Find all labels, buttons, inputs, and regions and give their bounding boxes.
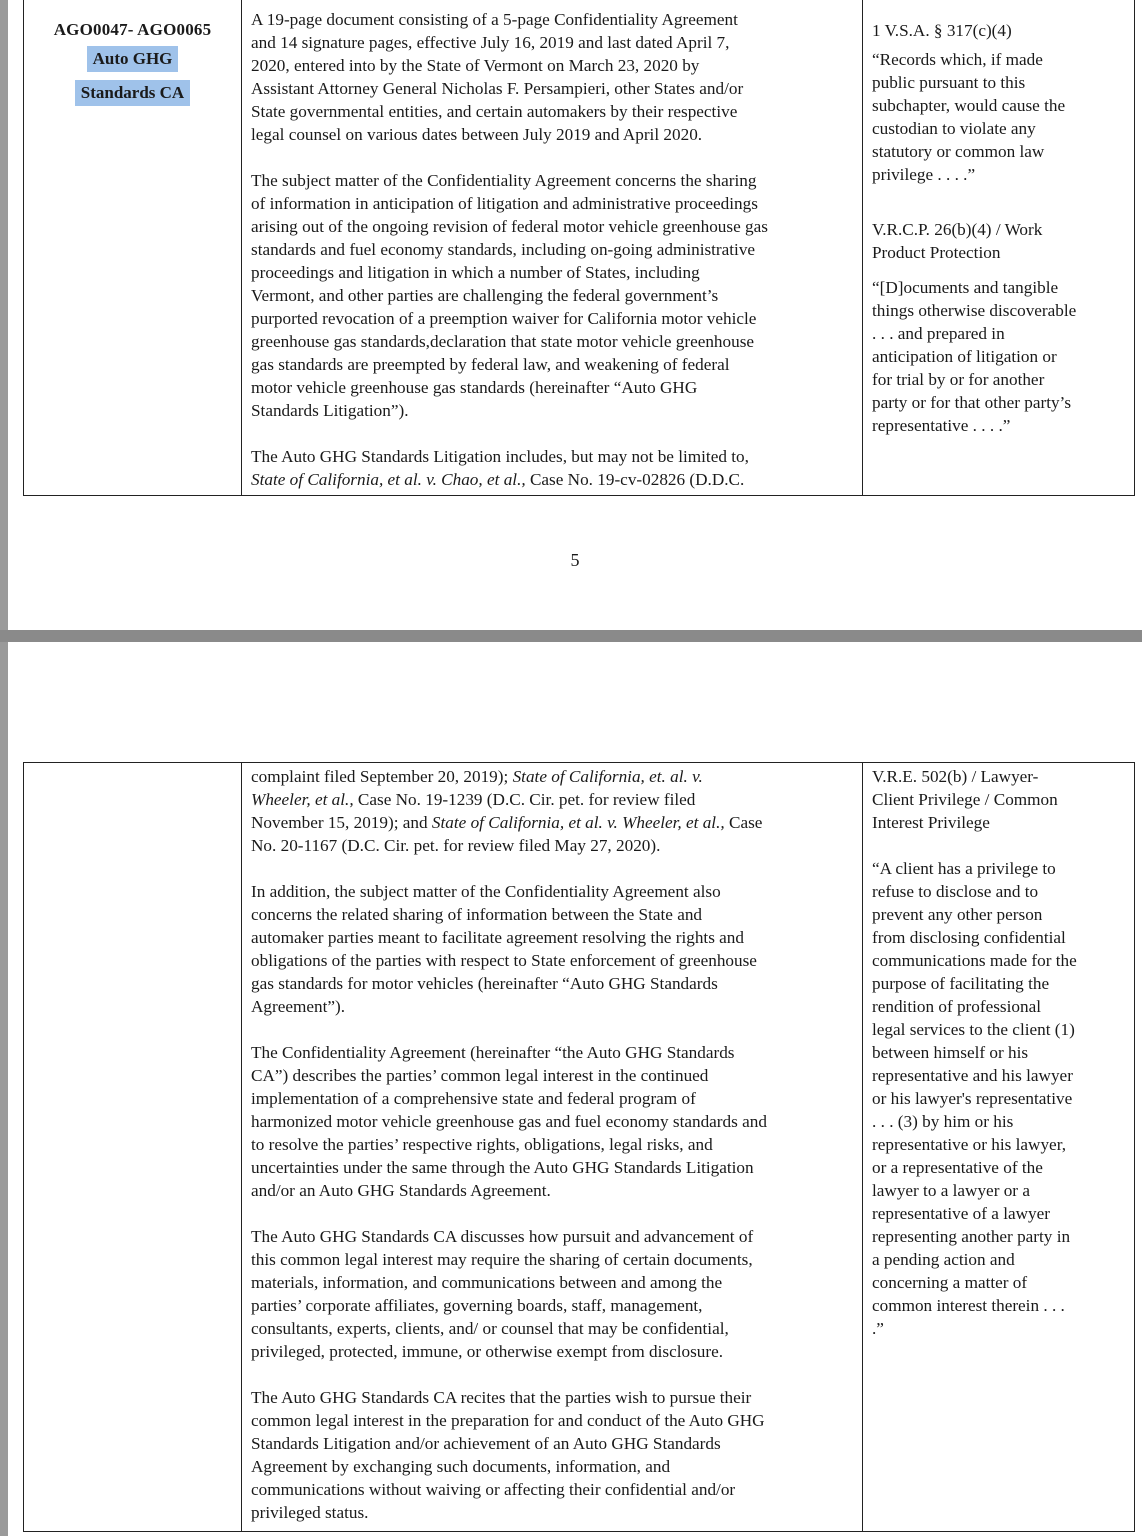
paragraph-text: The Auto GHG Standards Litigation includes, but may not be limited to, (251, 447, 749, 466)
document-page-bottom (8, 642, 1142, 1536)
description-paragraph: The Auto GHG Standards CA recites that the parties wish to pursue their common legal interest in the preparation for and conduct of the Auto GHG Standards Litigation and/or achievement of an Auto GHG Standards Agreement by exchanging such documents, information, and communications without waiving or affecting their confidential and/or privileged status. (251, 1388, 765, 1522)
paragraph-text: Case No. 20-1167 (D.C. Cir. pet. for review filed May 27, 2020). (251, 813, 763, 855)
description-text (251, 765, 857, 1524)
page-number: 5 (570, 550, 580, 570)
case-name: State of California, et. al. v. Wheeler, et al., (251, 767, 703, 809)
document-range: AGO0047- AGO0065 (53, 20, 212, 39)
description-paragraph: The Auto GHG Standards CA discusses how pursuit and advancement of this common legal interest may require the sharing of certain documents, materials, information, and communications between and among the parties’ corporate affiliates, governing boards, staff, management, consultants, experts, clients, and/ or counsel that may be confidential, privileged, protected, immune, or otherwise exempt from disclosure. (251, 1227, 754, 1361)
paragraph-text: Case No. 19-1239 (D.C. Cir. pet. for review filed November 15, 2019); and (251, 790, 696, 832)
highlighted-short-name: Standards CA (75, 80, 190, 106)
description-cell (241, 0, 862, 495)
rule-citation: V.R.C.P. 26(b)(4) / Work Product Protection (872, 220, 1043, 262)
table-row (23, 762, 1135, 1532)
evidence-rule-quote: “A client has a privilege to refuse to disclose and to prevent any other person from disclosing confidential communications made for the purpose of facilitating the rendition of professional legal services to the client (1) between himself or his representative and his lawyer or his lawyer's representative . . . (3) by him or his representative or his lawyer, or a representative of the lawyer to a lawyer or a representative of a lawyer representing another party in a pending action and concerning a matter of common interest therein . . . .” (872, 859, 1077, 1338)
evidence-rule-citation: V.R.E. 502(b) / Lawyer- Client Privilege / Common Interest Privilege (872, 767, 1058, 832)
authority-cell (862, 0, 1136, 495)
highlighted-short-name: Auto GHG (87, 46, 179, 72)
document-id-cell (24, 763, 241, 1531)
case-name: State of California, et al. v. Chao, et al., (251, 470, 526, 489)
paragraph-text: complaint filed September 20, 2019); (251, 767, 513, 786)
description-cell (241, 763, 862, 1531)
authority-text (872, 765, 1134, 1340)
statute-citation: 1 V.S.A. § 317(c)(4) (872, 21, 1012, 40)
case-name: State of California, et al. v. Wheeler, et al., (431, 813, 725, 832)
document-id-cell (24, 0, 241, 495)
description-paragraph: The subject matter of the Confidentiality Agreement concerns the sharing of information in anticipation of litigation and administrative proceedings arising out of the ongoing revision of federal motor vehicle greenhouse gas standards and fuel economy standards, including on-going administrative proceedings and litigation in which a number of States, including Vermont, and other parties are challenging the federal government’s purported revocation of a preemption waiver for California motor vehicle greenhouse gas standards,declaration that state motor vehicle greenhouse gas standards are preempted by federal law, and weakening of federal motor vehicle greenhouse gas standards (hereinafter “Auto GHG Standards Litigation”). (251, 171, 768, 420)
description-paragraph: A 19-page document consisting of a 5-page Confidentiality Agreement and 14 signature pages, effective July 16, 2019 and last dated April 7, 2020, entered into by the State of Vermont on March 23, 2020 by Assistant Attorney General Nicholas F. Persampieri, other States and/or State governmental entities, and certain automakers by their respective legal counsel on various dates between July 2019 and April 2020. (251, 10, 744, 144)
rule-quote: “[D]ocuments and tangible things otherwise discoverable . . . and prepared in anticipation of litigation or for trial by or for another party or for that other party’s representative . . . .” (872, 278, 1077, 435)
document-page-top (8, 0, 1142, 630)
page-separator (0, 630, 1142, 642)
description-paragraph (251, 445, 857, 491)
authority-cell (862, 763, 1136, 1531)
description-paragraph: In addition, the subject matter of the Confidentiality Agreement also concerns the related sharing of information between the State and automaker parties meant to facilitate agreement resolving the rights and obligations of the parties with respect to State enforcement of greenhouse gas standards for motor vehicles (hereinafter “Auto GHG Standards Agreement”). (251, 882, 757, 1016)
description-paragraph: The Confidentiality Agreement (hereinafter “the Auto GHG Standards CA”) describes the parties’ common legal interest in the continued implementation of a comprehensive state and federal program of harmonized motor vehicle greenhouse gas and fuel economy standards and to resolve the parties’ respective rights, obligations, legal risks, and uncertainties under the same through the Auto GHG Standards Litigation and/or an Auto GHG Standards Agreement. (251, 1043, 767, 1200)
table-row (23, 0, 1135, 496)
description-text (251, 8, 857, 491)
paragraph-text: Case No. 19-cv-02826 (D.D.C. (525, 470, 745, 489)
description-paragraph (251, 765, 857, 857)
authority-text (872, 19, 1134, 437)
statute-quote: “Records which, if made public pursuant to this subchapter, would cause the custodian to violate any statutory or common law privilege . . . .” (872, 50, 1066, 184)
